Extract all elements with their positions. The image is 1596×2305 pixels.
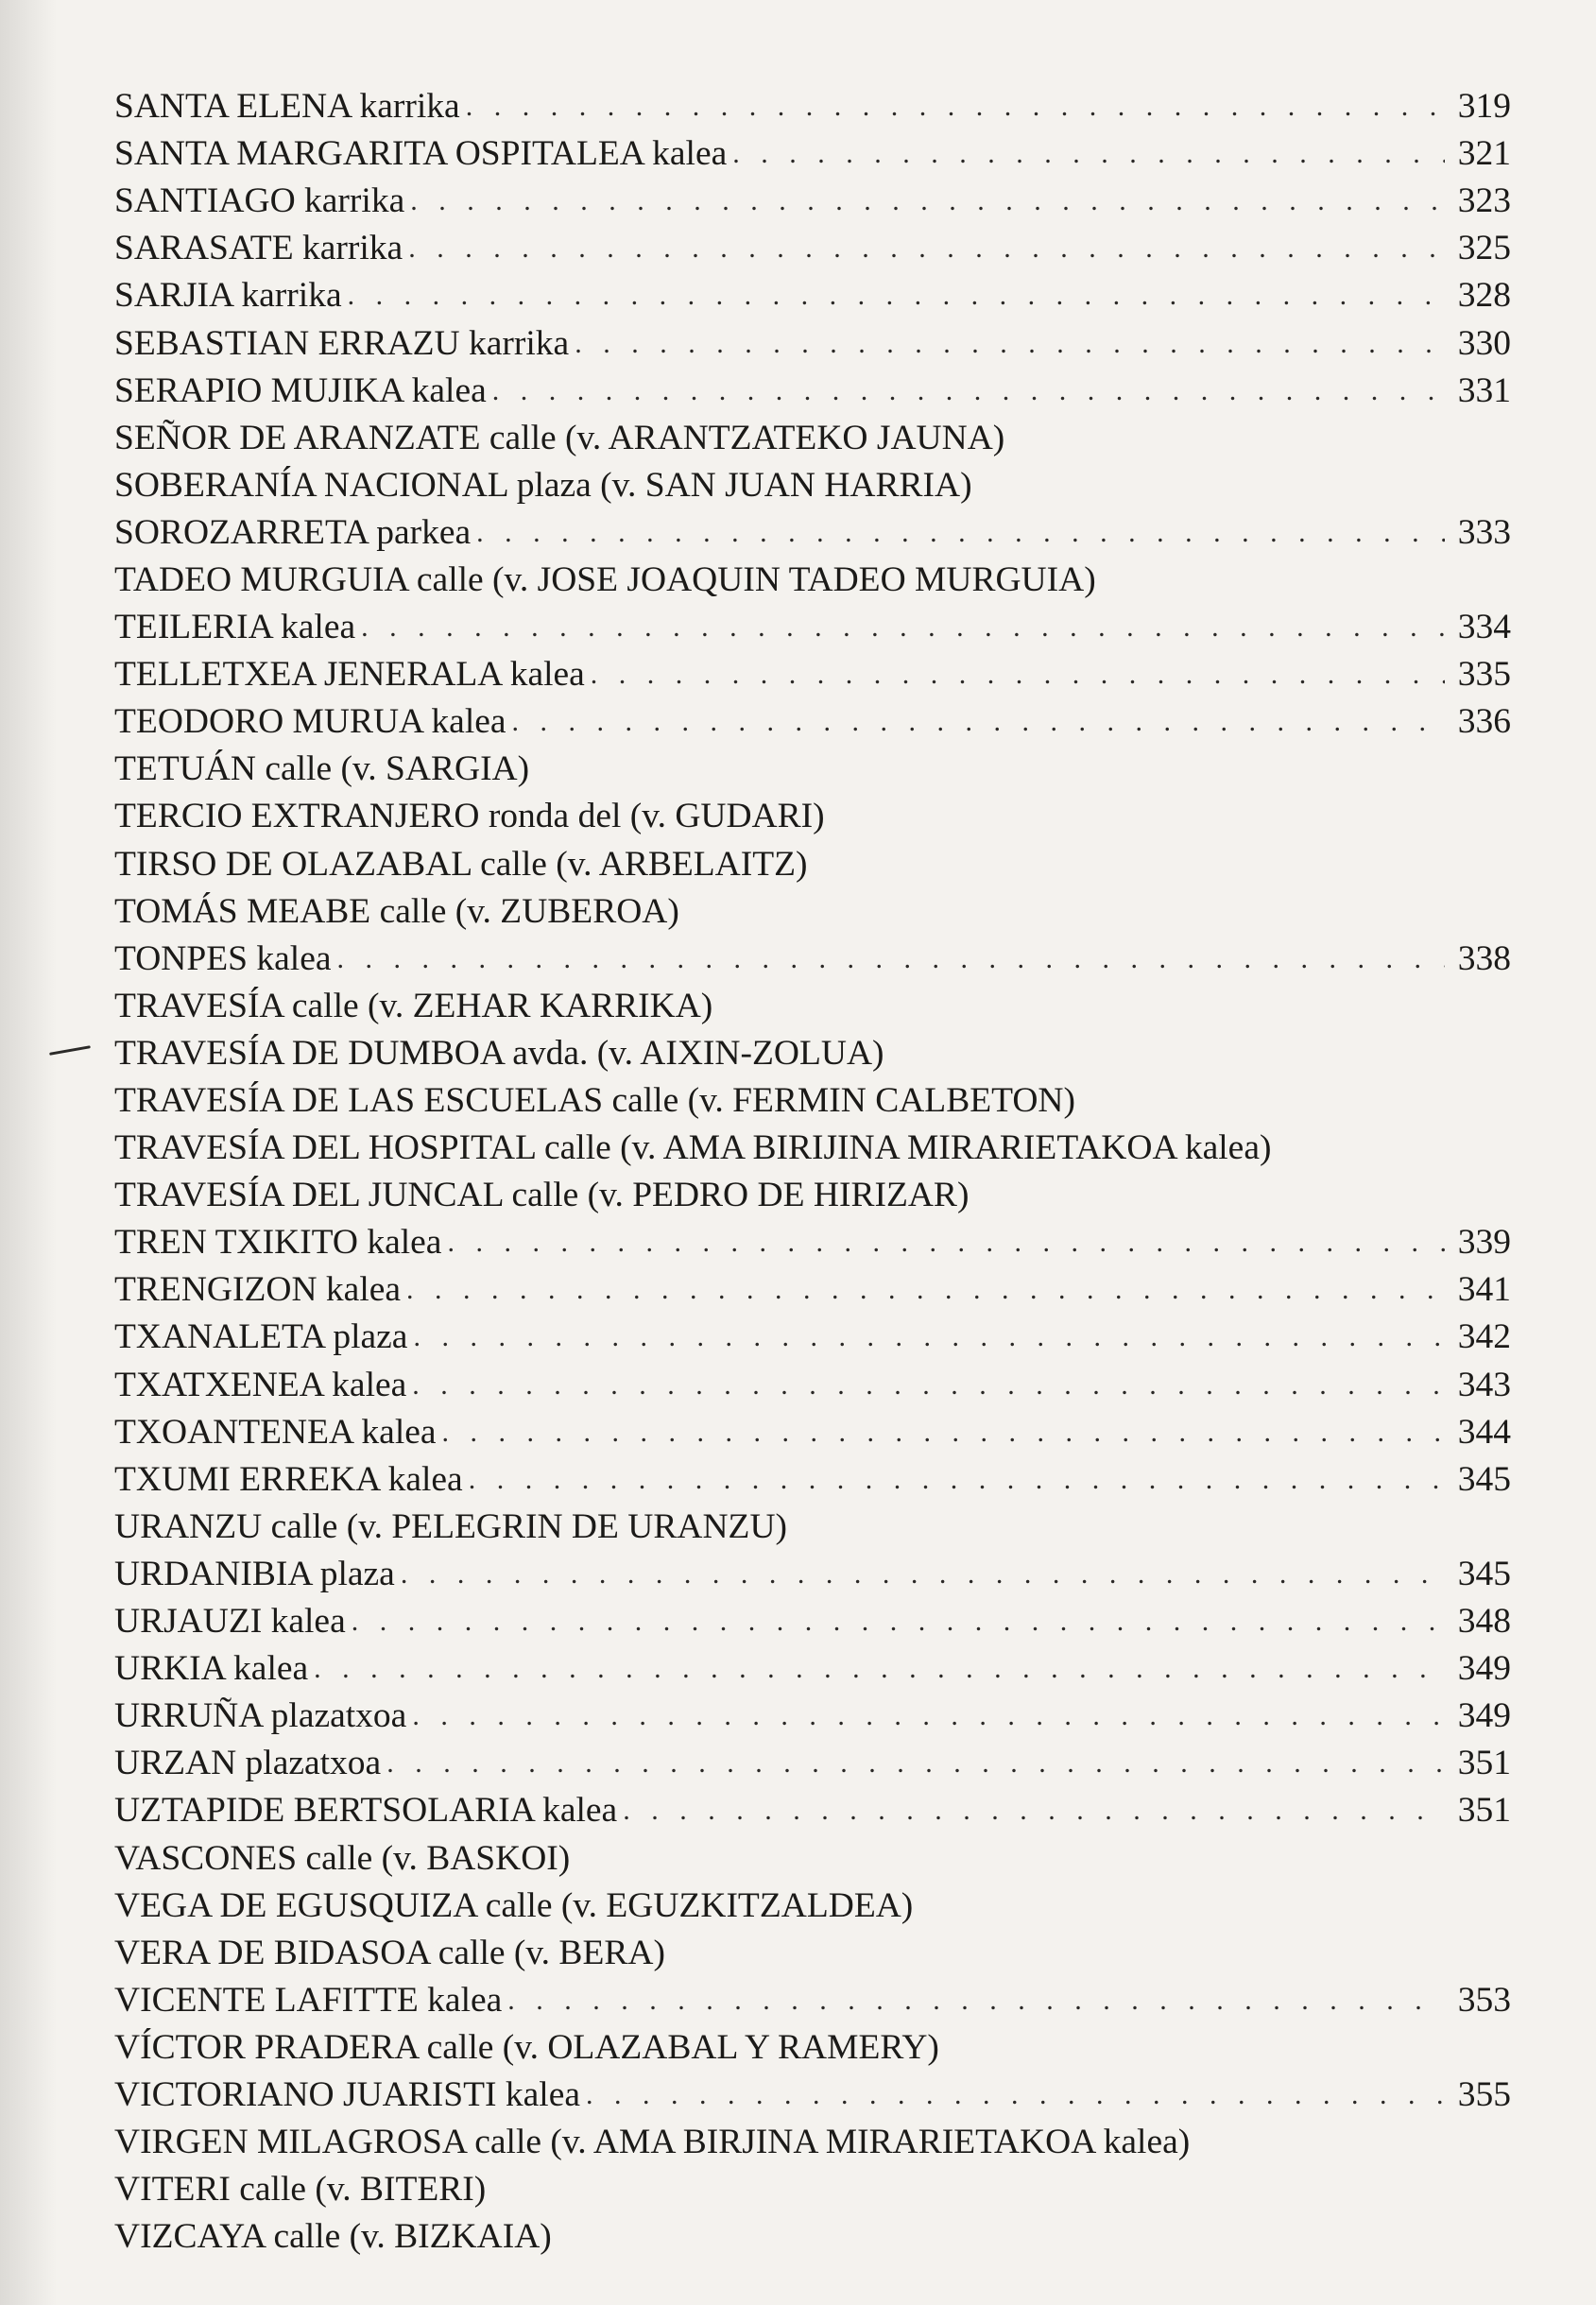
entry-title: VÍCTOR PRADERA calle (v. OLAZABAL Y RAMERY) [114, 2027, 939, 2067]
entry-title: VIZCAYA calle (v. BIZKAIA) [114, 2217, 552, 2257]
entry-page-number: 330 [1457, 323, 1511, 363]
table-of-contents [114, 83, 1511, 2261]
entry-title: TRAVESÍA DEL HOSPITAL calle (v. AMA BIRIJINA MIRARIETAKOA kalea) [114, 1128, 1272, 1168]
dot-leader [507, 1977, 1445, 2024]
entry-page-number: 355 [1457, 2074, 1511, 2114]
toc-entry [114, 368, 1511, 415]
dot-leader [732, 130, 1445, 178]
entry-title: VIRGEN MILAGROSA calle (v. AMA BIRJINA MIRARIETAKOA kalea) [114, 2123, 1191, 2162]
toc-entry [114, 462, 1511, 509]
toc-entry [114, 1219, 1511, 1266]
dot-leader [476, 509, 1445, 557]
toc-entry [114, 415, 1511, 462]
entry-title: TXANALETA plaza [114, 1317, 408, 1357]
toc-entry [114, 130, 1511, 178]
toc-entry [114, 1787, 1511, 1834]
toc-entry [114, 698, 1511, 746]
entry-title: SEÑOR DE ARANZATE calle (v. ARANTZATEKO JAUNA) [114, 418, 1005, 457]
entry-page-number: 328 [1457, 276, 1511, 316]
entry-title: TRAVESÍA DEL JUNCAL calle (v. PEDRO DE HIRIZAR) [114, 1176, 970, 1215]
toc-entry [114, 604, 1511, 651]
entry-title: VITERI calle (v. BITERI) [114, 2170, 487, 2210]
toc-entry [114, 1125, 1511, 1172]
entry-page-number: 319 [1457, 87, 1511, 127]
entry-title: TEILERIA kalea [114, 608, 356, 647]
entry-title: TEODORO MURUA kalea [114, 702, 506, 742]
entry-page-number: 339 [1457, 1223, 1511, 1263]
entry-page-number: 345 [1457, 1554, 1511, 1593]
toc-entry [114, 83, 1511, 130]
entry-title: SANTA MARGARITA OSPITALEA kalea [114, 134, 728, 174]
entry-page-number: 335 [1457, 655, 1511, 695]
toc-entry [114, 557, 1511, 604]
dot-leader [401, 1551, 1445, 1598]
dot-leader [408, 225, 1445, 272]
entry-title: SANTIAGO karrika [114, 181, 405, 221]
toc-entry [114, 1172, 1511, 1219]
entry-page-number: 353 [1457, 1980, 1511, 2020]
entry-title: URDANIBIA plaza [114, 1554, 395, 1593]
dot-leader [348, 272, 1445, 319]
entry-title: VERA DE BIDASOA calle (v. BERA) [114, 1933, 665, 1972]
toc-entry [114, 1409, 1511, 1456]
entry-page-number: 325 [1457, 229, 1511, 268]
toc-entry [114, 651, 1511, 698]
entry-page-number: 351 [1457, 1744, 1511, 1783]
toc-entry [114, 2072, 1511, 2119]
dot-leader [591, 651, 1445, 698]
entry-title: TETUÁN calle (v. SARGIA) [114, 749, 530, 789]
entry-page-number: 333 [1457, 512, 1511, 552]
entry-title: SOROZARRETA parkea [114, 512, 472, 552]
toc-entry [114, 1030, 1511, 1077]
toc-entry [114, 1551, 1511, 1598]
dot-leader [623, 1787, 1445, 1834]
toc-entry [114, 2119, 1511, 2166]
entry-title: TONPES kalea [114, 938, 332, 978]
toc-entry [114, 1598, 1511, 1645]
entry-title: TREN TXIKITO kalea [114, 1223, 442, 1263]
entry-page-number: 323 [1457, 181, 1511, 221]
entry-title: URANZU calle (v. PELEGRIN DE URANZU) [114, 1506, 788, 1546]
dot-leader [361, 604, 1445, 651]
entry-title: TERCIO EXTRANJERO ronda del (v. GUDARI) [114, 797, 825, 836]
entry-page-number: 345 [1457, 1459, 1511, 1499]
entry-title: URKIA kalea [114, 1649, 309, 1689]
toc-entry [114, 319, 1511, 367]
toc-entry [114, 2166, 1511, 2213]
entry-title: TXOANTENEA kalea [114, 1412, 437, 1452]
entry-title: TOMÁS MEABE calle (v. ZUBEROA) [114, 891, 679, 931]
dot-leader [442, 1409, 1445, 1456]
toc-entry [114, 1456, 1511, 1504]
toc-entry [114, 1740, 1511, 1787]
dot-leader [337, 936, 1446, 983]
entry-page-number: 321 [1457, 134, 1511, 174]
toc-entry [114, 1314, 1511, 1361]
dot-leader [412, 1693, 1445, 1740]
entry-title: SARJIA karrika [114, 276, 342, 316]
toc-entry [114, 1834, 1511, 1882]
toc-entry [114, 509, 1511, 557]
toc-entry [114, 1930, 1511, 1977]
entry-page-number: 351 [1457, 1791, 1511, 1831]
entry-page-number: 343 [1457, 1365, 1511, 1404]
dot-leader [410, 178, 1445, 225]
dot-leader [466, 83, 1445, 130]
entry-title: VEGA DE EGUSQUIZA calle (v. EGUZKITZALDEA) [114, 1885, 914, 1925]
entry-page-number: 342 [1457, 1317, 1511, 1357]
toc-entry [114, 1883, 1511, 1930]
toc-entry [114, 936, 1511, 983]
toc-entry [114, 225, 1511, 272]
toc-entry [114, 746, 1511, 793]
dot-leader [386, 1740, 1445, 1787]
entry-title: URRUÑA plazatxoa [114, 1696, 407, 1736]
entry-title: SOBERANÍA NACIONAL plaza (v. SAN JUAN HARRIA) [114, 465, 972, 505]
dot-leader [412, 1362, 1445, 1409]
entry-page-number: 331 [1457, 370, 1511, 410]
toc-entry [114, 272, 1511, 319]
entry-title: TRENGIZON kalea [114, 1270, 402, 1310]
toc-entry [114, 983, 1511, 1030]
dot-leader [406, 1266, 1445, 1314]
toc-entry [114, 1504, 1511, 1551]
toc-entry [114, 888, 1511, 936]
entry-title: VICTORIANO JUARISTI kalea [114, 2074, 580, 2114]
entry-title: TRAVESÍA DE DUMBOA avda. (v. AIXIN-ZOLUA) [114, 1033, 884, 1073]
page-gutter-shadow [0, 0, 57, 2305]
dot-leader [314, 1645, 1445, 1693]
entry-title: UZTAPIDE BERTSOLARIA kalea [114, 1791, 618, 1831]
entry-page-number: 336 [1457, 702, 1511, 742]
entry-title: URZAN plazatxoa [114, 1744, 382, 1783]
entry-title: SANTA ELENA karrika [114, 87, 460, 127]
entry-title: TRAVESÍA DE LAS ESCUELAS calle (v. FERMIN CALBETON) [114, 1081, 1076, 1121]
entry-title: VASCONES calle (v. BASKOI) [114, 1838, 571, 1878]
dot-leader [413, 1314, 1445, 1361]
toc-entry [114, 178, 1511, 225]
entry-title: SEBASTIAN ERRAZU karrika [114, 323, 570, 363]
toc-entry [114, 1077, 1511, 1125]
dot-leader [469, 1456, 1445, 1504]
entry-title: TXATXENEA kalea [114, 1365, 407, 1404]
entry-title: TIRSO DE OLAZABAL calle (v. ARBELAITZ) [114, 844, 808, 884]
toc-entry [114, 841, 1511, 888]
dot-leader [575, 320, 1445, 368]
toc-entry [114, 1693, 1511, 1740]
dot-leader [447, 1219, 1445, 1266]
dot-leader [492, 368, 1445, 415]
toc-entry [114, 2024, 1511, 2072]
entry-title: TRAVESÍA calle (v. ZEHAR KARRIKA) [114, 986, 713, 1025]
entry-page-number: 349 [1457, 1649, 1511, 1689]
entry-title: SARASATE karrika [114, 229, 403, 268]
entry-title: VICENTE LAFITTE kalea [114, 1980, 503, 2020]
entry-title: TELLETXEA JENERALA kalea [114, 655, 585, 695]
entry-title: SERAPIO MUJIKA kalea [114, 370, 487, 410]
toc-entry [114, 793, 1511, 840]
entry-title: TXUMI ERREKA kalea [114, 1459, 463, 1499]
toc-entry [114, 1362, 1511, 1409]
toc-entry [114, 1977, 1511, 2024]
entry-page-number: 344 [1457, 1412, 1511, 1452]
entry-page-number: 341 [1457, 1270, 1511, 1310]
dot-leader [352, 1598, 1445, 1645]
entry-page-number: 334 [1457, 608, 1511, 647]
entry-title: URJAUZI kalea [114, 1602, 346, 1642]
entry-page-number: 348 [1457, 1602, 1511, 1642]
entry-page-number: 338 [1457, 938, 1511, 978]
toc-entry [114, 1266, 1511, 1314]
dot-leader [512, 698, 1445, 746]
toc-entry [114, 2213, 1511, 2261]
entry-page-number: 349 [1457, 1696, 1511, 1736]
entry-title: TADEO MURGUIA calle (v. JOSE JOAQUIN TADEO MURGUIA) [114, 559, 1096, 599]
toc-entry [114, 1645, 1511, 1693]
dot-leader [586, 2072, 1445, 2119]
